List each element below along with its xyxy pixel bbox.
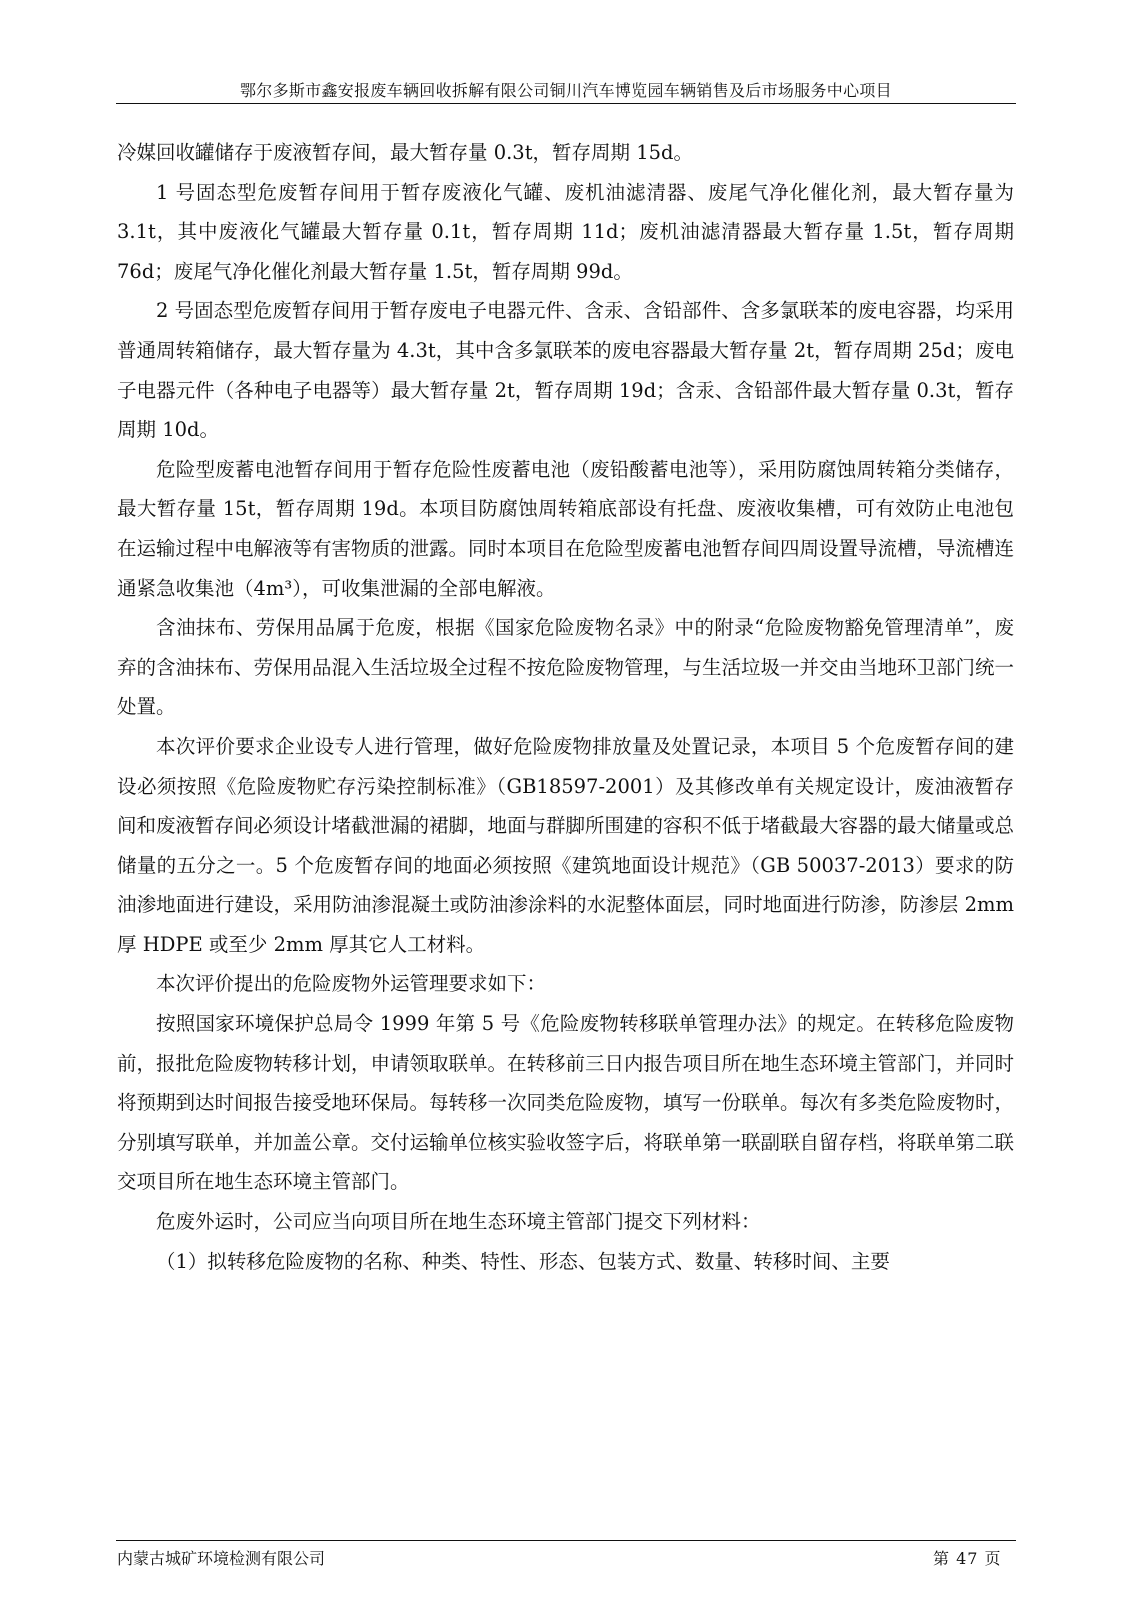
paragraph: 1 号固态型危废暂存间用于暂存废液化气罐、废机油滤清器、废尾气净化催化剂，最大暂存量为 3.1t，其中废液化气罐最大暂存量 0.1t，暂存周期 11d；废机油滤清器最大暂存量 1.5t，暂存周期 76d；废尾气净化催化剂最大暂存量 1.5t，暂存周期 99d。	[117, 180, 1014, 283]
paragraph: 危废外运时，公司应当向项目所在地生态环境主管部门提交下列材料：	[156, 1210, 761, 1234]
paragraph: 本次评价要求企业设专人进行管理，做好危险废物排放量及处置记录，本项目 5 个危废暂存间的建设必须按照《危险废物贮存污染控制标准》（GB18597-2001）及其修改单有关规定设计，废油液暂存间和废液暂存间必须设计堵截泄漏的裙脚，地面与群脚所围建的容积不低于堵截最大容器的最大储量或总储量的五分之一。5 个危废暂存间的地面必须按照《建筑地面设计规范》（GB 50037-2013）要求的防油渗地面进行建设，采用防油渗混凝土或防油渗涂料的水泥整体面层，同时地面进行防渗，防渗层 2mm 厚 HDPE 或至少 2mm 厚其它人工材料。	[117, 734, 1015, 956]
footer-company: 内蒙古城矿环境检测有限公司	[117, 1549, 326, 1568]
header-divider	[116, 103, 1016, 104]
document-body	[117, 133, 1014, 1281]
paragraph: 按照国家环境保护总局令 1999 年第 5 号《危险废物转移联单管理办法》的规定。在转移危险废物前，报批危险废物转移计划，申请领取联单。在转移前三日内报告项目所在地生态环境主管部门，并同时将预期到达时间报告接受地环保局。每转移一次同类危险废物，填写一份联单。每次有多类危险废物时，分别填写联单，并加盖公章。交付运输单位核实验收签字后，将联单第一联副联自留存档，将联单第二联交项目所在地生态环境主管部门。	[117, 1012, 1015, 1194]
paragraph: 冷媒回收罐储存于废液暂存间，最大暂存量 0.3t，暂存周期 15d。	[117, 141, 694, 164]
paragraph: 本次评价提出的危险废物外运管理要求如下：	[156, 972, 547, 996]
page-header-title: 鄂尔多斯市鑫安报废车辆回收拆解有限公司铜川汽车博览园车辆销售及后市场服务中心项目	[239, 81, 892, 100]
paragraph: 含油抹布、劳保用品属于危废，根据《国家危险废物名录》中的附录“危险废物豁免管理清单”，废弃的含油抹布、劳保用品混入生活垃圾全过程不按危险废物管理，与生活垃圾一并交由当地环卫部门统一处置。	[117, 616, 1015, 719]
page-number: 第 47 页	[933, 1549, 1002, 1568]
paragraph: 2 号固态型危废暂存间用于暂存废电子电器元件、含汞、含铅部件、含多氯联苯的废电容器，均采用普通周转箱储存，最大暂存量为 4.3t，其中含多氯联苯的废电容器最大暂存量 2t，暂存周期 25d；废电子电器元件（各种电子电器等）最大暂存量 2t，暂存周期 19d；含汞、含铅部件最大暂存量 0.3t，暂存周期 10d。	[117, 299, 1014, 442]
paragraph: 危险型废蓄电池暂存间用于暂存危险性废蓄电池（废铅酸蓄电池等），采用防腐蚀周转箱分类储存，最大暂存量 15t，暂存周期 19d。本项目防腐蚀周转箱底部设有托盘、废液收集槽，可有效防止电池包在运输过程中电解液等有害物质的泄露。同时本项目在危险型废蓄电池暂存间四周设置导流槽，导流槽连通紧急收集池（4m³），可收集泄漏的全部电解液。	[117, 457, 1015, 600]
footer-divider	[116, 1540, 1016, 1541]
paragraph: （1）拟转移危险废物的名称、种类、特性、形态、包装方式、数量、转移时间、主要	[156, 1249, 890, 1273]
